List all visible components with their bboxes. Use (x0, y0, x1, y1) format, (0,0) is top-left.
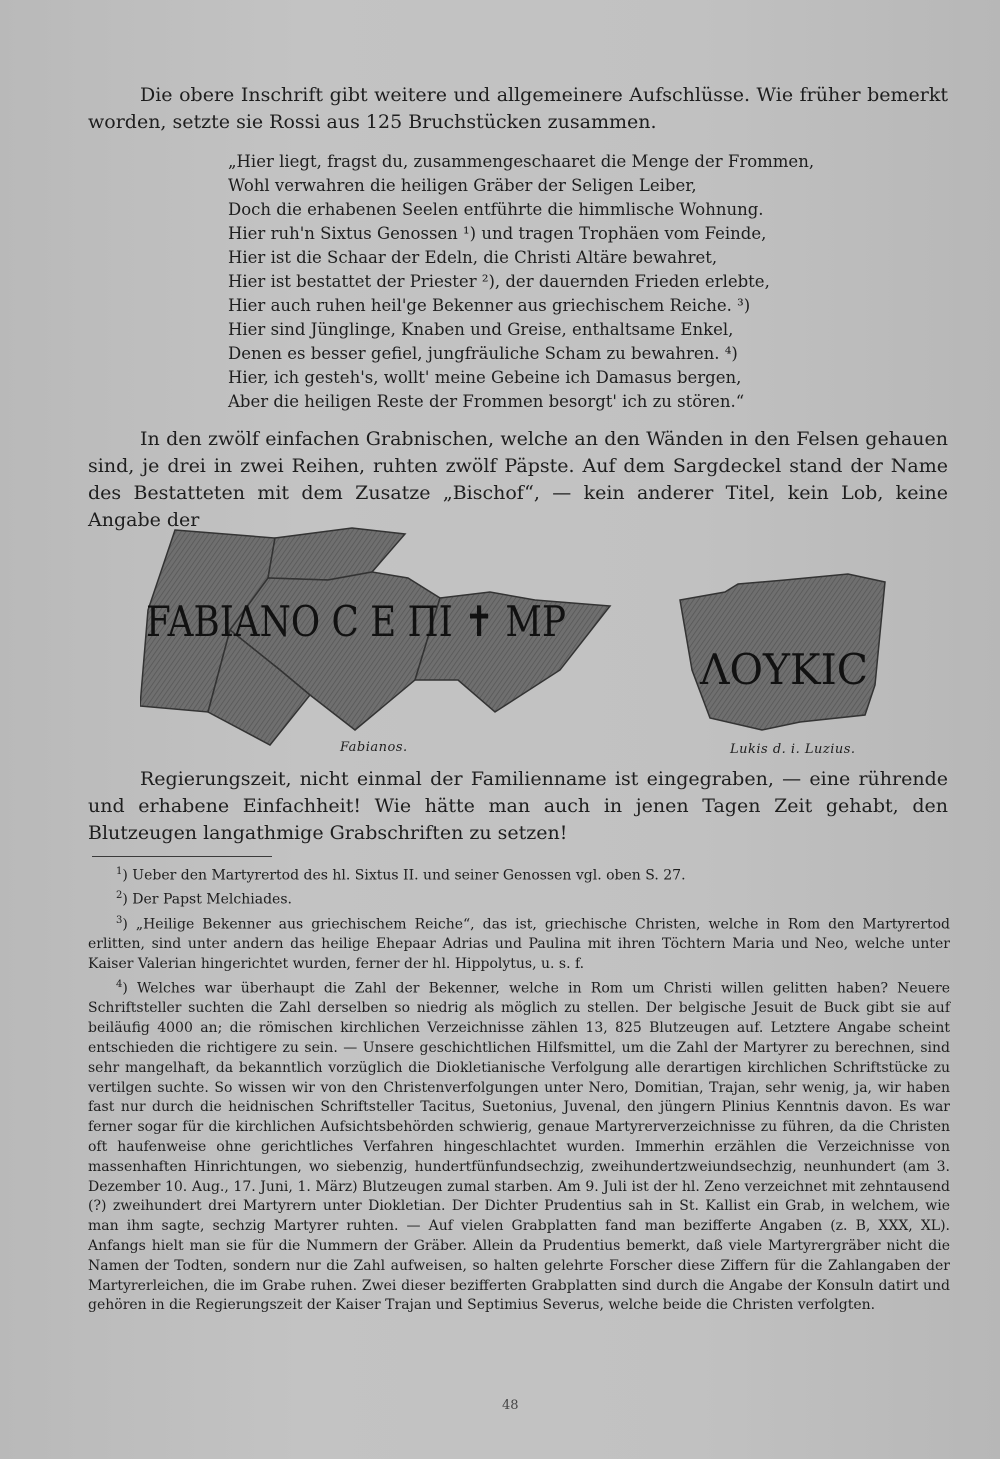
fabian-stone-illustration (140, 520, 620, 760)
poem-line: Hier ist bestattet der Priester ²), der dauernden Frieden erlebte, (228, 272, 770, 291)
page-number: 48 (502, 1398, 519, 1413)
fabian-inscription-figure (140, 520, 620, 760)
footnote-mark: 2 (116, 890, 123, 902)
footnote-text: ) Der Papst Melchiades. (122, 892, 292, 909)
poem-line: Aber die heiligen Reste der Frommen besorgt' ich zu stören.“ (228, 392, 745, 411)
fabian-caption: Fabianos. (340, 740, 408, 755)
footnote-text: ) Welches war überhaupt die Zahl der Bekenner, welche in Rom um Christi willen gelitten haben? Neuere Schriftsteller suchten die Zahl derselben so niedrig als möglich zu stellen. Der belgische Jesuit de Buck gibt sie auf beiläufig 4000 an; die römischen kirchlichen Verzeichnisse zählen 13, 825 Blutzeugen auf. Letztere Angabe scheint entschieden die richtigere zu sein. — Unsere geschichtlichen Hilfsmittel, um die Zahl der Martyrer zu berechnen, sind sehr mangelhaft, da bekanntlich vorzüglich die Diokletianische Verfolgung alle derartigen kirchlichen Schriftstücke zu vertilgen suchte. So wissen wir von den Christenverfolgungen unter Nero, Domitian, Trajan, sehr wenig, ja, wir haben fast nur durch die heidnischen Schriftsteller Tacitus, Suetonius, Juvenal, den jüngern Plinius Kenntnis davon. Es war ferner sogar für die kirchlichen Aufsichtsbehörden schwierig, genaue Martyrerverzeichnisse zu führen, da die Christen oft haufenweise ohne gerichtliches Verfahren hingeschlachtet wurden. Immerhin erzählen die Verzeichnisse von massenhaften Hinrichtungen, wo siebenzig, hundertfünfundsechzig, zweihundertzweiundsechzig, neunhundert (am 3. Dezember 10. Aug., 17. Juni, 1. März) Blutzeugen zumal starben. Am 9. Juli ist der hl. Zeno verzeichnet mit zehntausend (?) zweihundert drei Martyrern unter Diokletian. Der Dichter Prudentius sah in St. Kallist ein Grab, in welchem, wie man ihm sagte, sechzig Martyrer ruhten. — Auf vielen Grabplatten fand man bezifferte Angaben (z. B, XXX, XL). Anfangs hielt man sie für die Nummern der Gräber. Allein da Prudentius bemerkt, daß viele Martyrergräber nicht die Namen der Todten, sondern nur die Zahl aufweisen, so halten gelehrte Forscher diese Ziffern für die Zahlangaben der Martyrerleichen, die im Grabe ruhen. Zwei dieser bezifferten Grabplatten sind durch die Angabe der Konsuln datirt und gehören in die Regierungszeit der Kaiser Trajan und Septimius Severus, welche beide die Christen verfolgten. (88, 980, 950, 1314)
lucius-inscription-figure (670, 570, 900, 760)
paragraph-3-text: Regierungszeit, nicht einmal der Familienname ist eingegraben, — eine rührende und erhabene Einfachheit! Wie hätte man auch in jenen Tagen Zeit gehabt, den Blutzeugen langathmige Grabschriften zu setzen! (88, 768, 948, 844)
poem-line: Hier auch ruhen heil'ge Bekenner aus griechischem Reiche. ³) (228, 296, 751, 315)
footnote-2 (88, 886, 950, 910)
lucius-caption: Lukis d. i. Luzius. (730, 742, 856, 757)
footnote-4 (88, 975, 950, 1316)
intro-text: Die obere Inschrift gibt weitere und allgemeinere Aufschlüsse. Wie früher bemerkt worden, setzte sie Rossi aus 125 Bruchstücken zusammen. (88, 84, 948, 133)
poem-line: Hier ist die Schaar der Edeln, die Christi Altäre bewahret, (228, 248, 718, 267)
poem-line: Wohl verwahren die heiligen Gräber der Seligen Leiber, (228, 176, 697, 195)
lucius-stone-illustration (670, 570, 900, 760)
lucius-inscription-text: ΛΟΥΚΙC (699, 645, 868, 694)
footnote-mark: 3 (116, 914, 123, 926)
poem-line: Doch die erhabenen Seelen entführte die himmlische Wohnung. (228, 200, 764, 219)
fabian-inscription-text: FABIANO C E ΠΙ ✝ ΜΡ (146, 597, 566, 646)
footnote-3 (88, 911, 950, 975)
poem-line: Hier, ich gesteh's, wollt' meine Gebeine ich Damasus bergen, (228, 368, 742, 387)
poem-line: Hier sind Jünglinge, Knaben und Greise, enthaltsame Enkel, (228, 320, 734, 339)
poem-line: Hier ruh'n Sixtus Genossen ¹) und tragen Trophäen vom Feinde, (228, 224, 767, 243)
poem-block (228, 150, 828, 414)
poem-line: „Hier liegt, fragst du, zusammengeschaaret die Menge der Frommen, (228, 152, 815, 171)
footnote-text: ) Ueber den Martyrertod des hl. Sixtus II. und seiner Genossen vgl. oben S. 27. (122, 867, 686, 884)
poem-line: Denen es besser gefiel, jungfräuliche Scham zu bewahren. ⁴) (228, 344, 738, 363)
footnote-1 (88, 862, 950, 886)
footnotes (88, 862, 950, 1316)
paragraph-3 (88, 766, 948, 847)
paragraph-2 (88, 426, 948, 534)
intro-paragraph (88, 82, 948, 136)
paragraph-2-text: In den zwölf einfachen Grabnischen, welche an den Wänden in den Felsen gehauen sind, je drei in zwei Reihen, ruhten zwölf Päpste. Auf dem Sargdeckel stand der Name des Bestatteten mit dem Zusatze „Bischof“, — kein anderer Titel, kein Lob, keine Angabe der (88, 428, 948, 531)
footnote-mark: 4 (116, 978, 123, 990)
footnote-mark: 1 (116, 866, 123, 877)
footnote-divider (92, 856, 272, 857)
footnote-text: ) „Heilige Bekenner aus griechischem Reiche“, das ist, griechische Christen, welche in Rom den Martyrertod erlitten, sind unter andern das heilige Ehepaar Adrias und Paulina mit ihren Töchtern Maria und Neo, welche unter Kaiser Valerian hingerichtet wurden, ferner der hl. Hippolytus, u. s. f. (88, 916, 950, 973)
